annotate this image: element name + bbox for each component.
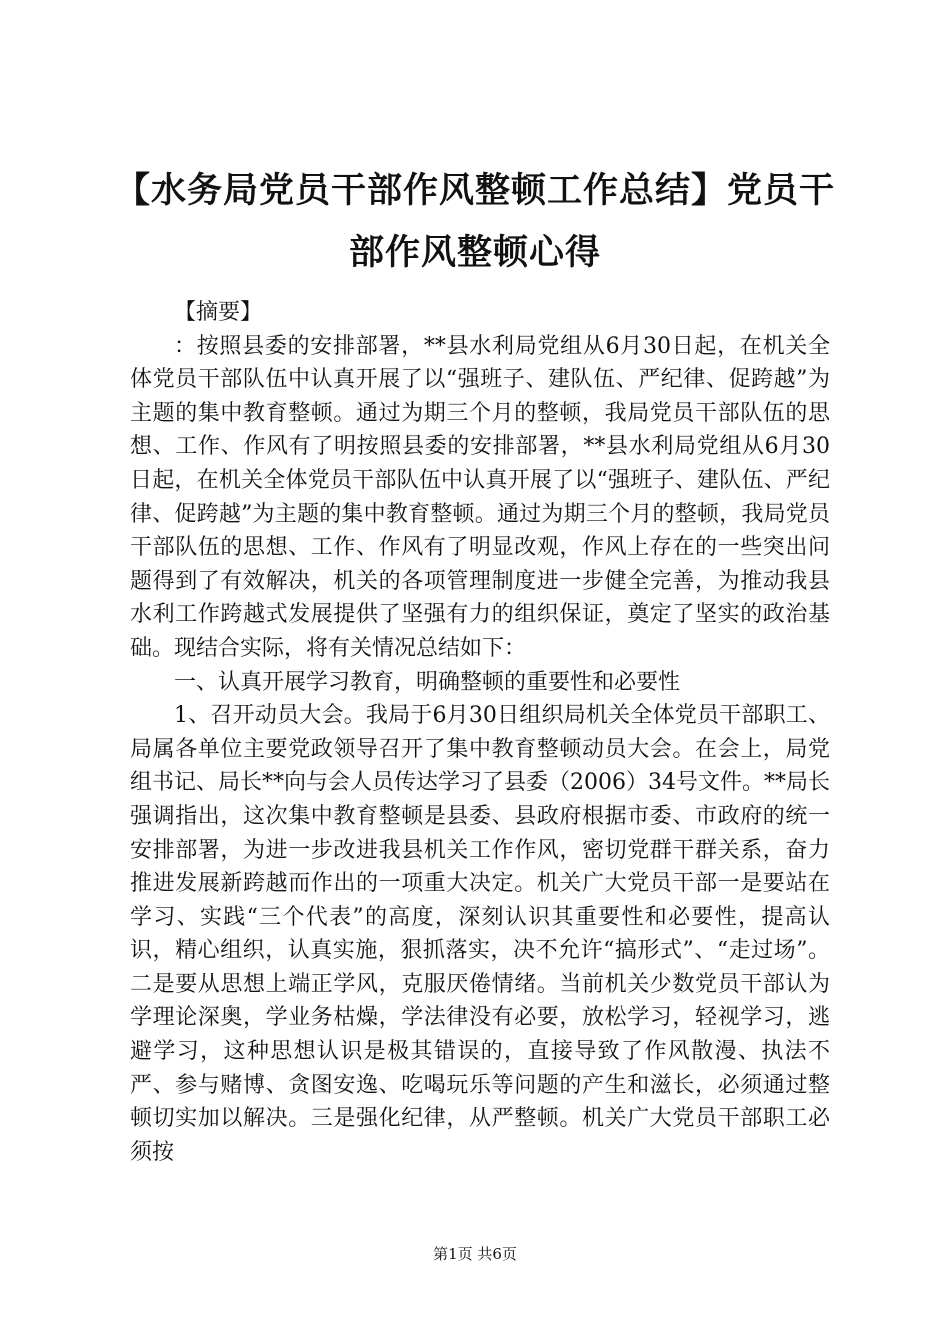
body-paragraph: 1、召开动员大会。我局于6月30日组织局机关全体党员干部职工、局属各单位主要党政领导召开了集中教育整顿动员大会。在会上，局党组书记、局长**向与会人员传达学习了县委（2006）34号文件。**局长强调指出，这次集中教育整顿是县委、县政府根据市委、市政府的统一安排部署，为进一步改进我县机关工作作风，密切党群干群关系，奋力推进发展新跨越而作出的一项重大决定。机关广大党员干部一是要站在学习、实践“三个代表”的高度，深刻认识其重要性和必要性，提高认识，精心组织，认真实施，狠抓落实，决不允许“搞形式”、“走过场”。二是要从思想上端正学风，克服厌倦情绪。当前机关少数党员干部认为学理论深奥，学业务枯燥，学法律没有必要，放松学习，轻视学习，逃避学习，这种思想认识是极其错误的，直接导致了作风散漫、执法不严、参与赌博、贪图安逸、吃喝玩乐等问题的产生和滋长，必须通过整顿切实加以解决。三是强化纪律，从严整顿。机关广大党员干部职工必须按	[130, 703, 831, 1165]
section-heading: 一、认真开展学习教育，明确整顿的重要性和必要性	[174, 669, 681, 695]
abstract-paragraph: ：按照县委的安排部署，**县水利局党组从6月30日起，在机关全体党员干部队伍中认真开展了以“强班子、建队伍、严纪律、促跨越”为主题的集中教育整顿。通过为期三个月的整顿，我局党员干部队伍的思想、工作、作风有了明按照县委的安排部署，**县水利局党组从6月30日起，在机关全体党员干部队伍中认真开展了以“强班子、建队伍、严纪律、促跨越”为主题的集中教育整顿。通过为期三个月的整顿，我局党员干部队伍的思想、工作、作风有了明显改观，作风上存在的一些突出问题得到了有效解决，机关的各项管理制度进一步健全完善，为推动我县水利工作跨越式发展提供了坚强有力的组织保证，奠定了坚实的政治基础。现结合实际，将有关情况总结如下：	[130, 333, 830, 661]
document-body	[130, 296, 830, 1169]
page-footer: 第1页 共6页	[433, 1245, 517, 1263]
document-title: 【水务局党员干部作风整顿工作总结】党员干部作风整顿心得	[114, 171, 835, 273]
abstract-label: 【摘要】	[174, 300, 263, 325]
